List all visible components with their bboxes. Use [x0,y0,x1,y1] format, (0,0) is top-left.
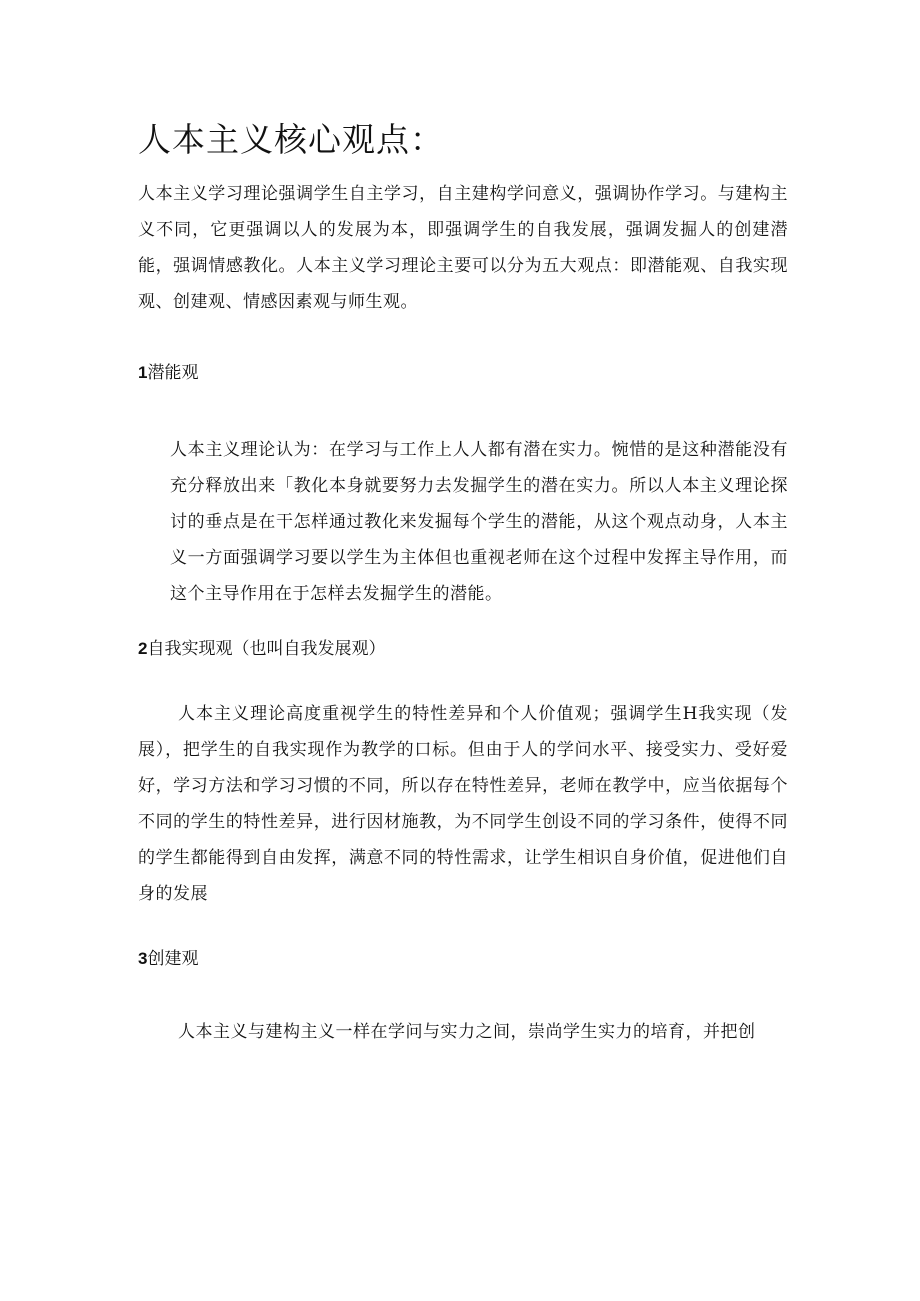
section-body-2: 人本主义理论高度重视学生的特性差异和个人价值观；强调学生H我实现（发展），把学生的自我实现作为教学的口标。但由于人的学问水平、接受实力、受好爱好，学习方法和学习习惯的不同，所以存在特性差异，老师在教学中，应当依据每个不同的学生的特性差异，进行因材施教，为不同学生创设不同的学习条件，使得不同的学生都能得到自由发挥，满意不同的特性需求，让学生相识自身价值，促进他们自身的发展 [138,704,788,904]
section-heading-3 [138,944,788,974]
document-page [138,118,788,1050]
section-heading-1 [138,358,788,388]
section-heading-text: 自我实现观（也叫自我发展观） [147,639,386,659]
intro-paragraph: 人本主义学习理论强调学生自主学习，自主建构学问意义，强调协作学习。与建构主义不同，它更强调以人的发展为本，即强调学生的自我发展，强调发掘人的创建潜能，强调情感教化。人本主义学习理论主要可以分为五大观点：即潜能观、自我实现观、创建观、情感因素观与师生观。 [138,184,788,312]
section-number: 3 [138,949,148,968]
section-heading-text: 创建观 [147,949,199,969]
section-heading-text: 潜能观 [147,363,199,383]
section-number: 2 [138,639,148,658]
document-title: 人本主义核心观点： [138,120,444,159]
section-body-3: 人本主义与建构主义一样在学问与实力之间，崇尚学生实力的培育，并把创 [178,1022,756,1042]
section-heading-2 [138,634,788,664]
section-number: 1 [138,363,148,382]
section-body-1: 人本主义理论认为：在学习与工作上人人都有潜在实力。惋惜的是这种潜能没有充分释放出来「教化本身就要努力去发掘学生的潜在实力。所以人本主义理论探讨的垂点是在干怎样通过教化来发掘每个学生的潜能，从这个观点动身，人本主义一方面强调学习要以学生为主体但也重视老师在这个过程中发挥主导作用，而这个主导作用在于怎样去发掘学生的潜能。 [170,440,788,604]
